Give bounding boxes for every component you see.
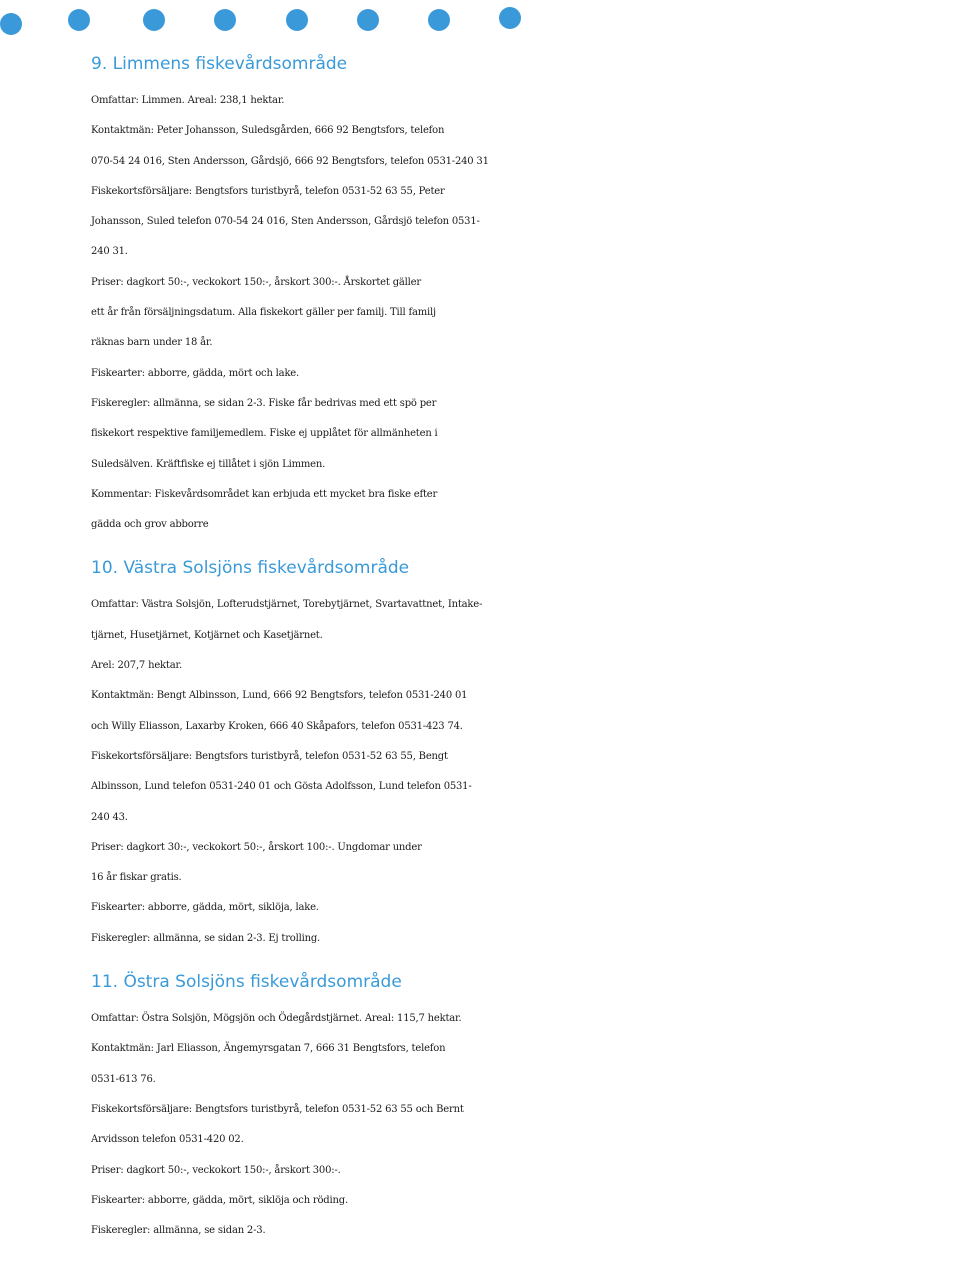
text-line: Kontaktmän: Jarl Eliasson, Ängemyrsgatan 7, 666 31 Bengtsfors, telefon xyxy=(91,1043,446,1055)
text-line: Omfattar: Limmen. Areal: 238,1 hektar. xyxy=(91,95,285,106)
section-title: 11. Östra Solsjöns fiskevårdsområde xyxy=(91,972,402,993)
text-line: räknas barn under 18 år. xyxy=(91,337,213,349)
circle-dot-icon xyxy=(428,9,450,31)
decorative-dot-row xyxy=(0,0,960,40)
text-line: 070-54 24 016, Sten Andersson, Gårdsjö, 666 92 Bengtsfors, telefon 0531-240 31 xyxy=(91,155,489,167)
text-line: Arvidsson telefon 0531-420 02. xyxy=(91,1134,244,1146)
text-line: Kontaktmän: Bengt Albinsson, Lund, 666 92 Bengtsfors, telefon 0531-240 01 xyxy=(91,690,468,702)
text-line: 16 år fiskar gratis. xyxy=(91,872,182,884)
text-line: ett år från försäljningsdatum. Alla fiskekort gäller per familj. Till familj xyxy=(91,307,436,319)
circle-dot-icon xyxy=(214,9,236,31)
text-line: Fiskeregler: allmänna, se sidan 2-3. xyxy=(91,1225,266,1237)
text-line: Fiskearter: abborre, gädda, mört, siklöja, lake. xyxy=(91,902,319,914)
circle-dot-icon xyxy=(68,9,90,31)
text-line: Fiskearter: abborre, gädda, mört, siklöja och röding. xyxy=(91,1194,348,1206)
section-title: 9. Limmens fiskevårdsområde xyxy=(91,54,348,74)
text-line: Priser: dagkort 50:-, veckokort 150:-, årskort 300:-. Årskortet gäller xyxy=(91,276,421,288)
circle-dot-icon xyxy=(286,9,308,31)
text-line: Omfattar: Västra Solsjön, Lofterudstjärnet, Torebytjärnet, Svartavattnet, Intake- xyxy=(91,599,483,611)
text-line: Fiskekortsförsäljare: Bengtsfors turistbyrå, telefon 0531-52 63 55, Peter xyxy=(91,185,445,197)
text-line: Arel: 207,7 hektar. xyxy=(91,660,182,672)
section-9 xyxy=(91,44,960,540)
text-line: Fiskekortsförsäljare: Bengtsfors turistbyrå, telefon 0531-52 63 55, Bengt xyxy=(91,750,448,762)
text-line: Kontaktmän: Peter Johansson, Suledsgården, 666 92 Bengtsfors, telefon xyxy=(91,125,445,137)
circle-dot-icon xyxy=(143,9,165,31)
text-line: Fiskeregler: allmänna, se sidan 2-3. Ej trolling. xyxy=(91,932,321,944)
text-line: fiskekort respektive familjemedlem. Fiske ej upplåtet för allmänheten i xyxy=(91,428,438,440)
text-line: Kommentar: Fiskevårdsområdet kan erbjuda ett mycket bra fiske efter xyxy=(91,488,438,500)
text-line: gädda och grov abborre xyxy=(91,519,209,531)
text-line: tjärnet, Husetjärnet, Kotjärnet och Kasetjärnet. xyxy=(91,629,323,641)
text-line: och Willy Eliasson, Laxarby Kroken, 666 40 Skåpafors, telefon 0531-423 74. xyxy=(91,720,463,732)
section-10 xyxy=(91,548,960,954)
text-line: Fiskearter: abborre, gädda, mört och lake. xyxy=(91,367,299,379)
text-line: Priser: dagkort 30:-, veckokort 50:-, årskort 100:-. Ungdomar under xyxy=(91,841,422,853)
text-line: Omfattar: Östra Solsjön, Mögsjön och Ödegårdstjärnet. Areal: 115,7 hektar. xyxy=(91,1013,462,1025)
text-line: 0531-613 76. xyxy=(91,1073,156,1085)
text-line: Priser: dagkort 50:-, veckokort 150:-, årskort 300:-. xyxy=(91,1164,341,1176)
circle-dot-icon xyxy=(357,9,379,31)
text-line: Fiskeregler: allmänna, se sidan 2-3. Fiske får bedrivas med ett spö per xyxy=(91,397,437,409)
section-title: 10. Västra Solsjöns fiskevårdsområde xyxy=(91,558,410,579)
circle-dot-icon xyxy=(499,7,521,29)
text-line: 240 43. xyxy=(91,811,128,823)
document-body xyxy=(91,44,960,1246)
text-line: Johansson, Suled telefon 070-54 24 016, Sten Andersson, Gårdsjö telefon 0531- xyxy=(91,216,480,228)
section-11 xyxy=(91,962,960,1246)
text-line: Albinsson, Lund telefon 0531-240 01 och Gösta Adolfsson, Lund telefon 0531- xyxy=(91,781,472,793)
text-line: Fiskekortsförsäljare: Bengtsfors turistbyrå, telefon 0531-52 63 55 och Bernt xyxy=(91,1103,464,1115)
text-line: Suledsälven. Kräftfiske ej tillåtet i sjön Limmen. xyxy=(91,458,326,470)
text-line: 240 31. xyxy=(91,246,128,258)
circle-dot-icon xyxy=(0,13,22,35)
